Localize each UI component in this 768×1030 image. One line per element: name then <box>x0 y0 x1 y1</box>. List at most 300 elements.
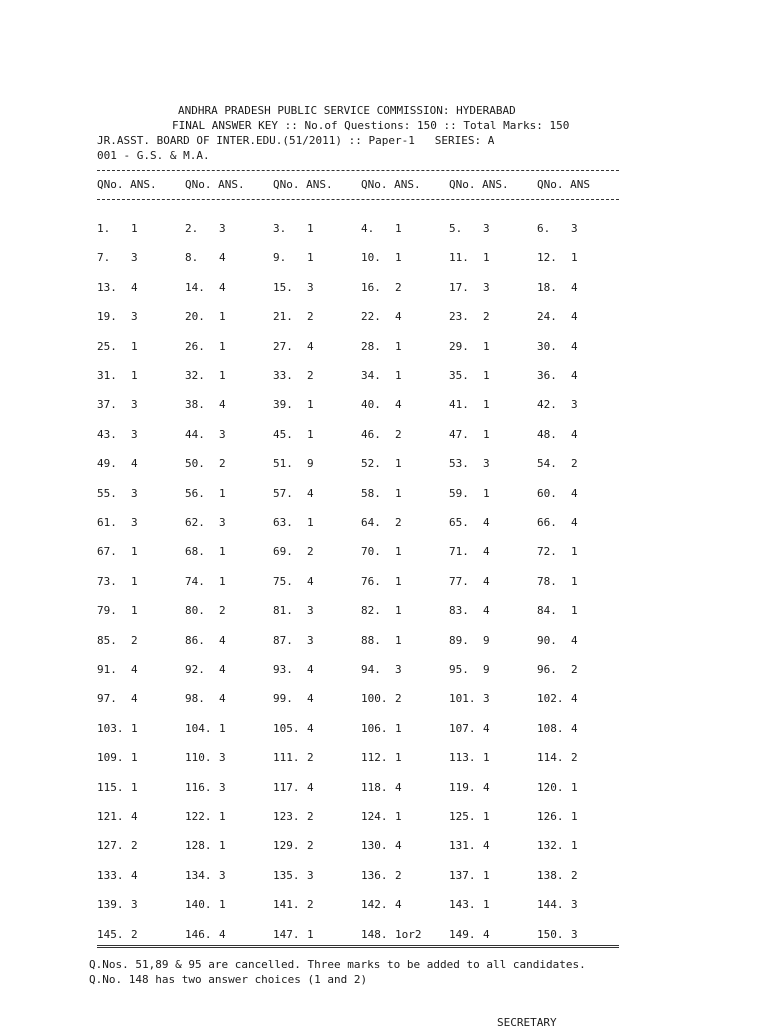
question-number: 70. <box>361 545 381 558</box>
question-number: 117. <box>273 781 300 794</box>
answer-value: 4 <box>571 516 578 529</box>
answer-cell <box>449 604 490 618</box>
question-number: 101. <box>449 692 476 705</box>
answer-value: 1 <box>483 487 490 500</box>
question-number: 68. <box>185 545 205 558</box>
answer-cell <box>361 428 402 442</box>
answer-cell <box>185 634 226 648</box>
answer-value: 3 <box>131 310 138 323</box>
answer-value: 1 <box>483 428 490 441</box>
answer-value: 4 <box>571 634 578 647</box>
question-number: 111. <box>273 751 300 764</box>
answer-value: 4 <box>483 604 490 617</box>
answer-cell <box>97 251 138 265</box>
answer-value: 3 <box>219 516 226 529</box>
answer-cell <box>449 692 490 706</box>
question-number: 5. <box>449 222 463 235</box>
answer-value: 4 <box>483 928 490 941</box>
answer-value: 2 <box>219 457 226 470</box>
answer-cell <box>361 340 402 354</box>
question-number: 74. <box>185 575 205 588</box>
question-number: 132. <box>537 839 564 852</box>
answer-value: 4 <box>307 692 314 705</box>
answer-cell <box>273 487 314 501</box>
column-header: QNo. ANS. <box>273 178 333 191</box>
answer-cell <box>449 869 490 883</box>
answer-value: 1 <box>131 575 138 588</box>
answer-cell <box>273 310 314 324</box>
answer-cell <box>273 457 314 471</box>
question-number: 102. <box>537 692 564 705</box>
answer-value: 1 <box>483 898 490 911</box>
answer-cell <box>449 575 490 589</box>
dashed-divider-top <box>97 170 619 171</box>
answer-value: 4 <box>483 781 490 794</box>
question-number: 137. <box>449 869 476 882</box>
answer-value: 3 <box>219 751 226 764</box>
answer-cell <box>185 898 226 912</box>
question-number: 100. <box>361 692 388 705</box>
answer-cell <box>273 751 314 765</box>
answer-cell <box>273 369 314 383</box>
answer-value: 1 <box>131 340 138 353</box>
dashed-divider-header <box>97 199 619 200</box>
answer-value: 3 <box>395 663 402 676</box>
answer-value: 3 <box>483 692 490 705</box>
answer-cell <box>185 869 226 883</box>
question-number: 36. <box>537 369 557 382</box>
question-number: 136. <box>361 869 388 882</box>
question-number: 66. <box>537 516 557 529</box>
column-header: QNo. ANS. <box>97 178 157 191</box>
answer-cell <box>449 457 490 471</box>
question-number: 60. <box>537 487 557 500</box>
answer-value: 4 <box>571 722 578 735</box>
answer-value: 1 <box>131 722 138 735</box>
answer-cell <box>361 369 402 383</box>
answer-value: 4 <box>483 839 490 852</box>
answer-value: 4 <box>571 487 578 500</box>
answer-cell <box>97 604 138 618</box>
question-number: 72. <box>537 545 557 558</box>
question-number: 149. <box>449 928 476 941</box>
answer-cell <box>185 545 226 559</box>
question-number: 146. <box>185 928 212 941</box>
answer-cell <box>537 928 578 942</box>
answer-value: 2 <box>571 457 578 470</box>
question-number: 23. <box>449 310 469 323</box>
question-number: 84. <box>537 604 557 617</box>
question-number: 17. <box>449 281 469 294</box>
answer-cell <box>361 928 422 942</box>
answer-value: 4 <box>395 839 402 852</box>
answer-value: 3 <box>571 222 578 235</box>
answer-value: 4 <box>483 516 490 529</box>
answer-value: 1 <box>571 604 578 617</box>
answer-value: 2 <box>307 751 314 764</box>
answer-cell <box>185 457 226 471</box>
answer-value: 4 <box>307 340 314 353</box>
question-number: 144. <box>537 898 564 911</box>
answer-cell <box>273 222 314 236</box>
answer-value: 4 <box>131 810 138 823</box>
answer-cell <box>361 604 402 618</box>
answer-value: 3 <box>307 869 314 882</box>
answer-cell <box>185 928 226 942</box>
answer-value: 1 <box>219 810 226 823</box>
answer-cell <box>97 516 138 530</box>
answer-value: 4 <box>219 692 226 705</box>
question-number: 53. <box>449 457 469 470</box>
question-number: 61. <box>97 516 117 529</box>
answer-value: 4 <box>219 663 226 676</box>
answer-value: 9 <box>307 457 314 470</box>
answer-value: 2 <box>395 428 402 441</box>
answer-value: 3 <box>571 928 578 941</box>
answer-cell <box>537 839 578 853</box>
answer-value: 1 <box>395 251 402 264</box>
answer-value: 1 <box>219 545 226 558</box>
question-number: 143. <box>449 898 476 911</box>
answer-cell <box>449 634 490 648</box>
question-number: 91. <box>97 663 117 676</box>
answer-cell <box>185 251 226 265</box>
answer-cell <box>185 839 226 853</box>
answer-cell <box>97 810 138 824</box>
answer-cell <box>273 869 314 883</box>
answer-value: 4 <box>571 281 578 294</box>
answer-cell <box>449 487 490 501</box>
answer-value: 1 <box>483 810 490 823</box>
answer-value: 4 <box>307 487 314 500</box>
question-number: 50. <box>185 457 205 470</box>
question-number: 33. <box>273 369 293 382</box>
column-header: QNo. ANS. <box>361 178 421 191</box>
question-number: 43. <box>97 428 117 441</box>
question-number: 124. <box>361 810 388 823</box>
answer-cell <box>273 928 314 942</box>
answer-cell <box>97 545 138 559</box>
question-number: 140. <box>185 898 212 911</box>
answer-cell <box>361 692 402 706</box>
answer-cell <box>97 663 138 677</box>
question-number: 18. <box>537 281 557 294</box>
answer-value: 3 <box>131 398 138 411</box>
answer-cell <box>449 222 490 236</box>
answer-cell <box>449 810 490 824</box>
answer-value: 1 <box>395 810 402 823</box>
answer-cell <box>273 898 314 912</box>
question-number: 26. <box>185 340 205 353</box>
question-number: 12. <box>537 251 557 264</box>
question-number: 133. <box>97 869 124 882</box>
answer-value: 1 <box>483 369 490 382</box>
question-number: 69. <box>273 545 293 558</box>
question-number: 8. <box>185 251 199 264</box>
question-number: 87. <box>273 634 293 647</box>
answer-cell <box>361 663 402 677</box>
answer-value: 3 <box>131 516 138 529</box>
question-number: 104. <box>185 722 212 735</box>
question-number: 51. <box>273 457 293 470</box>
answer-value: 1 <box>571 575 578 588</box>
answer-cell <box>537 281 578 295</box>
answer-cell <box>537 692 578 706</box>
answer-cell <box>185 281 226 295</box>
answer-cell <box>361 869 402 883</box>
answer-cell <box>273 516 314 530</box>
answer-cell <box>273 428 314 442</box>
answer-value: 2 <box>571 751 578 764</box>
answer-value: 1 <box>395 751 402 764</box>
question-number: 135. <box>273 869 300 882</box>
answer-value: 1 <box>395 457 402 470</box>
question-number: 77. <box>449 575 469 588</box>
answer-cell <box>361 839 402 853</box>
column-header: QNo. ANS. <box>449 178 509 191</box>
answer-cell <box>537 222 578 236</box>
answer-cell <box>97 634 138 648</box>
answer-cell <box>449 928 490 942</box>
answer-value: 3 <box>131 898 138 911</box>
answer-cell <box>97 428 138 442</box>
two-choices-note: Q.No. 148 has two answer choices (1 and 2) <box>89 973 368 986</box>
answer-value: 1 <box>483 251 490 264</box>
question-number: 21. <box>273 310 293 323</box>
question-number: 40. <box>361 398 381 411</box>
question-number: 95. <box>449 663 469 676</box>
answer-cell <box>97 310 138 324</box>
answer-cell <box>185 222 226 236</box>
answer-value: 2 <box>131 839 138 852</box>
answer-value: 4 <box>395 781 402 794</box>
answer-cell <box>449 281 490 295</box>
question-number: 31. <box>97 369 117 382</box>
question-number: 148. <box>361 928 388 941</box>
question-number: 38. <box>185 398 205 411</box>
answer-value: 2 <box>395 692 402 705</box>
question-number: 67. <box>97 545 117 558</box>
column-header: QNo. ANS <box>537 178 590 191</box>
answer-value: 9 <box>483 663 490 676</box>
answer-cell <box>361 575 402 589</box>
question-number: 42. <box>537 398 557 411</box>
answer-cell <box>537 310 578 324</box>
question-number: 46. <box>361 428 381 441</box>
answer-value: 3 <box>131 428 138 441</box>
answer-value: 2 <box>219 604 226 617</box>
question-number: 48. <box>537 428 557 441</box>
question-number: 34. <box>361 369 381 382</box>
question-number: 134. <box>185 869 212 882</box>
exam-info: JR.ASST. BOARD OF INTER.EDU.(51/2011) :: Paper-1 SERIES: A <box>97 134 495 147</box>
answer-cell <box>97 898 138 912</box>
answer-cell <box>361 516 402 530</box>
answer-value: 1 <box>571 839 578 852</box>
answer-value: 1 <box>307 516 314 529</box>
answer-value: 4 <box>131 457 138 470</box>
answer-value: 3 <box>131 251 138 264</box>
answer-value: 2 <box>131 634 138 647</box>
answer-value: 1 <box>571 810 578 823</box>
answer-value: 4 <box>483 575 490 588</box>
answer-value: 9 <box>483 634 490 647</box>
question-number: 20. <box>185 310 205 323</box>
answer-value: 1 <box>483 340 490 353</box>
answer-value: 1 <box>131 369 138 382</box>
question-number: 25. <box>97 340 117 353</box>
answer-cell <box>97 281 138 295</box>
question-number: 119. <box>449 781 476 794</box>
answer-cell <box>273 340 314 354</box>
question-number: 99. <box>273 692 293 705</box>
question-number: 76. <box>361 575 381 588</box>
answer-cell <box>449 839 490 853</box>
question-number: 113. <box>449 751 476 764</box>
answer-cell <box>97 222 138 236</box>
question-number: 55. <box>97 487 117 500</box>
answer-value: 3 <box>483 281 490 294</box>
question-number: 71. <box>449 545 469 558</box>
answer-cell <box>361 898 402 912</box>
answer-cell <box>361 487 402 501</box>
answer-cell <box>273 810 314 824</box>
answer-value: 1 <box>395 222 402 235</box>
question-number: 19. <box>97 310 117 323</box>
question-number: 96. <box>537 663 557 676</box>
question-number: 114. <box>537 751 564 764</box>
answer-value: 1 <box>219 839 226 852</box>
answer-cell <box>273 545 314 559</box>
cancellation-note: Q.Nos. 51,89 & 95 are cancelled. Three marks to be added to all candidates. <box>89 958 586 971</box>
answer-cell <box>537 369 578 383</box>
answer-cell <box>537 545 578 559</box>
answer-cell <box>537 810 578 824</box>
question-number: 24. <box>537 310 557 323</box>
answer-value: 4 <box>395 398 402 411</box>
answer-value: 1 <box>307 398 314 411</box>
question-number: 126. <box>537 810 564 823</box>
answer-value: 4 <box>307 575 314 588</box>
question-number: 129. <box>273 839 300 852</box>
answer-value: 4 <box>307 663 314 676</box>
answer-cell <box>361 310 402 324</box>
question-number: 57. <box>273 487 293 500</box>
answer-cell <box>537 487 578 501</box>
answer-value: 2 <box>307 545 314 558</box>
answer-value: 4 <box>395 898 402 911</box>
question-number: 3. <box>273 222 287 235</box>
answer-cell <box>185 398 226 412</box>
question-number: 86. <box>185 634 205 647</box>
signature-secretary: SECRETARY <box>497 1016 557 1029</box>
question-number: 22. <box>361 310 381 323</box>
question-number: 115. <box>97 781 124 794</box>
answer-value: 2 <box>307 810 314 823</box>
question-number: 94. <box>361 663 381 676</box>
question-number: 59. <box>449 487 469 500</box>
answer-value: 2 <box>571 869 578 882</box>
answer-cell <box>185 310 226 324</box>
answer-value: 4 <box>131 281 138 294</box>
answer-value: 2 <box>307 839 314 852</box>
answer-cell <box>361 751 402 765</box>
answer-value: 3 <box>131 487 138 500</box>
question-number: 107. <box>449 722 476 735</box>
answer-cell <box>449 398 490 412</box>
answer-cell <box>273 663 314 677</box>
answer-cell <box>273 575 314 589</box>
answer-value: 4 <box>219 251 226 264</box>
answer-cell <box>273 398 314 412</box>
answer-value: 4 <box>571 369 578 382</box>
question-number: 145. <box>97 928 124 941</box>
question-number: 58. <box>361 487 381 500</box>
answer-value: 1 <box>307 251 314 264</box>
answer-value: 3 <box>307 281 314 294</box>
answer-value: 1 <box>571 781 578 794</box>
answer-value: 4 <box>483 545 490 558</box>
answer-cell <box>185 604 226 618</box>
question-number: 142. <box>361 898 388 911</box>
answer-cell <box>361 222 402 236</box>
answer-value: 2 <box>395 869 402 882</box>
question-number: 127. <box>97 839 124 852</box>
answer-value: 3 <box>571 398 578 411</box>
question-number: 47. <box>449 428 469 441</box>
answer-value: 1 <box>219 898 226 911</box>
answer-value: 4 <box>571 692 578 705</box>
answer-cell <box>97 928 138 942</box>
question-number: 83. <box>449 604 469 617</box>
question-number: 7. <box>97 251 111 264</box>
answer-value: 4 <box>571 340 578 353</box>
answer-value: 1 <box>131 222 138 235</box>
question-number: 93. <box>273 663 293 676</box>
question-number: 28. <box>361 340 381 353</box>
answer-cell <box>185 340 226 354</box>
answer-value: 1 <box>571 545 578 558</box>
answer-cell <box>537 516 578 530</box>
answer-cell <box>185 781 226 795</box>
question-number: 37. <box>97 398 117 411</box>
question-number: 121. <box>97 810 124 823</box>
answer-cell <box>185 575 226 589</box>
answer-cell <box>449 251 490 265</box>
column-header: QNo. ANS. <box>185 178 245 191</box>
question-number: 122. <box>185 810 212 823</box>
answer-cell <box>361 281 402 295</box>
answer-value: 1or2 <box>395 928 422 941</box>
answer-cell <box>361 251 402 265</box>
answer-cell <box>361 634 402 648</box>
answer-cell <box>185 692 226 706</box>
answer-value: 1 <box>219 722 226 735</box>
answer-cell <box>97 722 138 736</box>
answer-cell <box>185 722 226 736</box>
answer-value: 2 <box>395 516 402 529</box>
answer-cell <box>449 722 490 736</box>
answer-cell <box>273 634 314 648</box>
commission-title: ANDHRA PRADESH PUBLIC SERVICE COMMISSION: HYDERABAD <box>178 104 516 117</box>
question-number: 49. <box>97 457 117 470</box>
question-number: 41. <box>449 398 469 411</box>
answer-value: 3 <box>307 634 314 647</box>
answer-cell <box>449 369 490 383</box>
answer-value: 1 <box>395 340 402 353</box>
answer-value: 4 <box>131 692 138 705</box>
question-number: 120. <box>537 781 564 794</box>
